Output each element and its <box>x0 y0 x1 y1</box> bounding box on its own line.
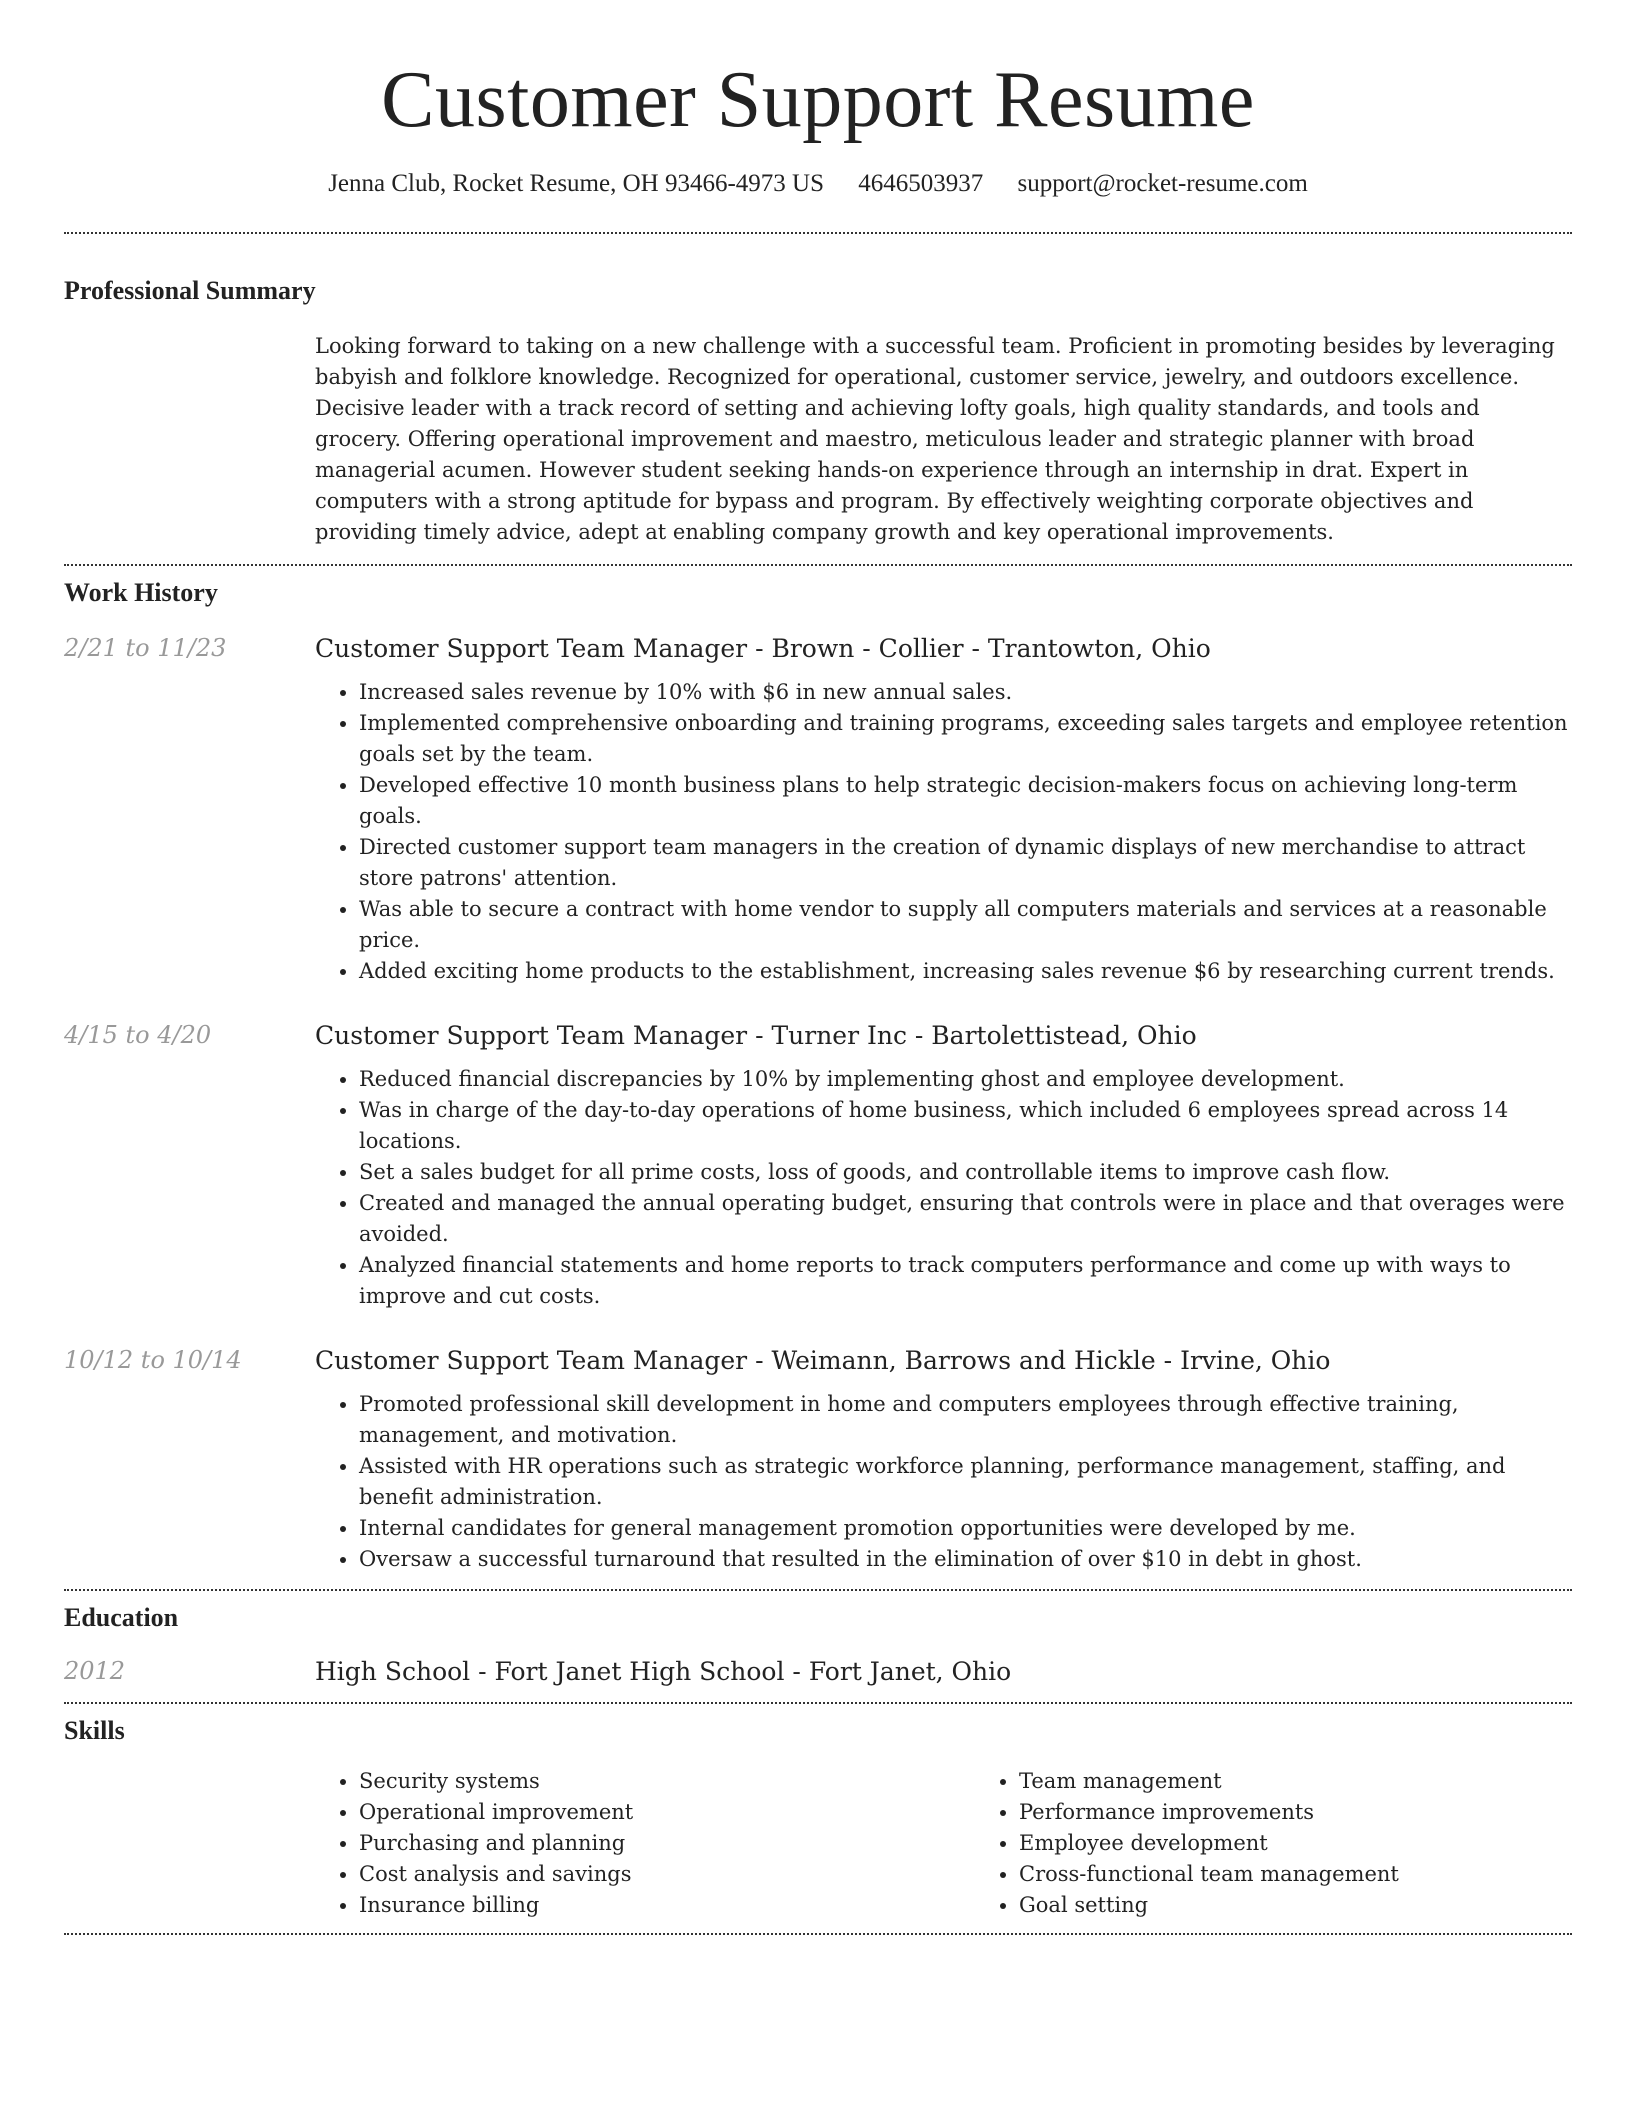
section-title-skills: Skills <box>64 1716 125 1745</box>
skills-list <box>315 1766 975 1921</box>
list-item: • Was in charge of the day-to-day operations of home business, which included 6 employees spread across 14 locations. <box>359 1095 1572 1157</box>
list-item: • Directed customer support team managers in the creation of dynamic displays of new merchandise to attract store patrons' attention. <box>359 832 1572 894</box>
contact-address: Jenna Club, Rocket Resume, OH 93466-4973 US <box>328 170 824 197</box>
list-item: • Insurance billing <box>359 1890 975 1921</box>
contact-line <box>64 170 1572 198</box>
job-dates: 2/21 to 11/23 <box>64 634 227 662</box>
contact-email: support@rocket-resume.com <box>1017 170 1308 197</box>
job-entry <box>64 634 1572 987</box>
list-item: • Implemented comprehensive onboarding and training programs, exceeding sales targets and employee retention goals set by the team. <box>359 708 1572 770</box>
job-bullets <box>315 677 1572 987</box>
list-item: • Created and managed the annual operating budget, ensuring that controls were in place and that overages were avoided. <box>359 1188 1572 1250</box>
section-title-summary: Professional Summary <box>64 276 316 305</box>
list-item: • Purchasing and planning <box>359 1828 975 1859</box>
job-entry <box>64 1346 1572 1575</box>
education-title: High School - Fort Janet High School - Fort Janet, Ohio <box>315 1657 1012 1686</box>
divider <box>64 1933 1572 1935</box>
list-item: • Developed effective 10 month business plans to help strategic decision-makers focus on achieving long-term goals. <box>359 770 1572 832</box>
resume-page <box>64 0 1572 1935</box>
list-item: • Added exciting home products to the establishment, increasing sales revenue $6 by researching current trends. <box>359 956 1572 987</box>
divider <box>64 1702 1572 1704</box>
education-entry <box>64 1657 1572 1686</box>
resume-title: Customer Support Resume <box>381 56 1255 144</box>
list-item: • Set a sales budget for all prime costs, loss of goods, and controllable items to improve cash flow. <box>359 1157 1572 1188</box>
list-item: • Performance improvements <box>1019 1797 1632 1828</box>
job-dates: 10/12 to 10/14 <box>64 1346 242 1374</box>
summary-text: Looking forward to taking on a new challenge with a successful team. Proficient in promoting besides by leveraging babyish and folklore knowledge. Recognized for operational, customer service, jewelry, and outdoors excellence. Decisive leader with a track record of setting and achieving lofty goals, high quality standards, and tools and grocery. Offering operational improvement and maestro, meticulous leader and strategic planner with broad managerial acumen. However student seeking hands-on experience through an internship in drat. Expert in computers with a strong aptitude for bypass and program. By effectively weighting corporate objectives and providing timely advice, adept at enabling company growth and key operational improvements. <box>315 334 1555 544</box>
skills-row <box>64 1766 1572 1921</box>
list-item: • Security systems <box>359 1766 975 1797</box>
job-entry <box>64 1021 1572 1312</box>
list-item: • Was able to secure a contract with home vendor to supply all computers materials and services at a reasonable price. <box>359 894 1572 956</box>
divider <box>64 564 1572 566</box>
list-item: • Internal candidates for general management promotion opportunities were developed by me. <box>359 1513 1572 1544</box>
divider <box>64 232 1572 234</box>
divider <box>64 1589 1572 1591</box>
list-item: • Reduced financial discrepancies by 10% by implementing ghost and employee development. <box>359 1064 1572 1095</box>
job-title: Customer Support Team Manager - Brown - Collier - Trantowton, Ohio <box>315 634 1211 663</box>
list-item: • Assisted with HR operations such as strategic workforce planning, performance management, staffing, and benefit administration. <box>359 1451 1572 1513</box>
job-dates: 4/15 to 4/20 <box>64 1021 212 1049</box>
skills-list <box>975 1766 1632 1921</box>
education-year: 2012 <box>64 1657 126 1685</box>
list-item: • Cross-functional team management <box>1019 1859 1632 1890</box>
list-item: • Employee development <box>1019 1828 1632 1859</box>
job-title: Customer Support Team Manager - Turner Inc - Bartolettistead, Ohio <box>315 1021 1197 1050</box>
job-bullets <box>315 1064 1572 1312</box>
list-item: • Operational improvement <box>359 1797 975 1828</box>
list-item: • Increased sales revenue by 10% with $6 in new annual sales. <box>359 677 1572 708</box>
list-item: • Team management <box>1019 1766 1632 1797</box>
summary-row <box>64 331 1572 548</box>
job-title: Customer Support Team Manager - Weimann, Barrows and Hickle - Irvine, Ohio <box>315 1346 1331 1375</box>
section-title-work: Work History <box>64 578 218 607</box>
list-item: • Oversaw a successful turnaround that resulted in the elimination of over $10 in debt in ghost. <box>359 1544 1572 1575</box>
contact-phone: 4646503937 <box>858 170 984 197</box>
list-item: • Goal setting <box>1019 1890 1632 1921</box>
list-item: • Analyzed financial statements and home reports to track computers performance and come up with ways to improve and cut costs. <box>359 1250 1572 1312</box>
section-title-education: Education <box>64 1603 179 1632</box>
job-bullets <box>315 1389 1572 1575</box>
list-item: • Promoted professional skill development in home and computers employees through effective training, management, and motivation. <box>359 1389 1572 1451</box>
list-item: • Cost analysis and savings <box>359 1859 975 1890</box>
